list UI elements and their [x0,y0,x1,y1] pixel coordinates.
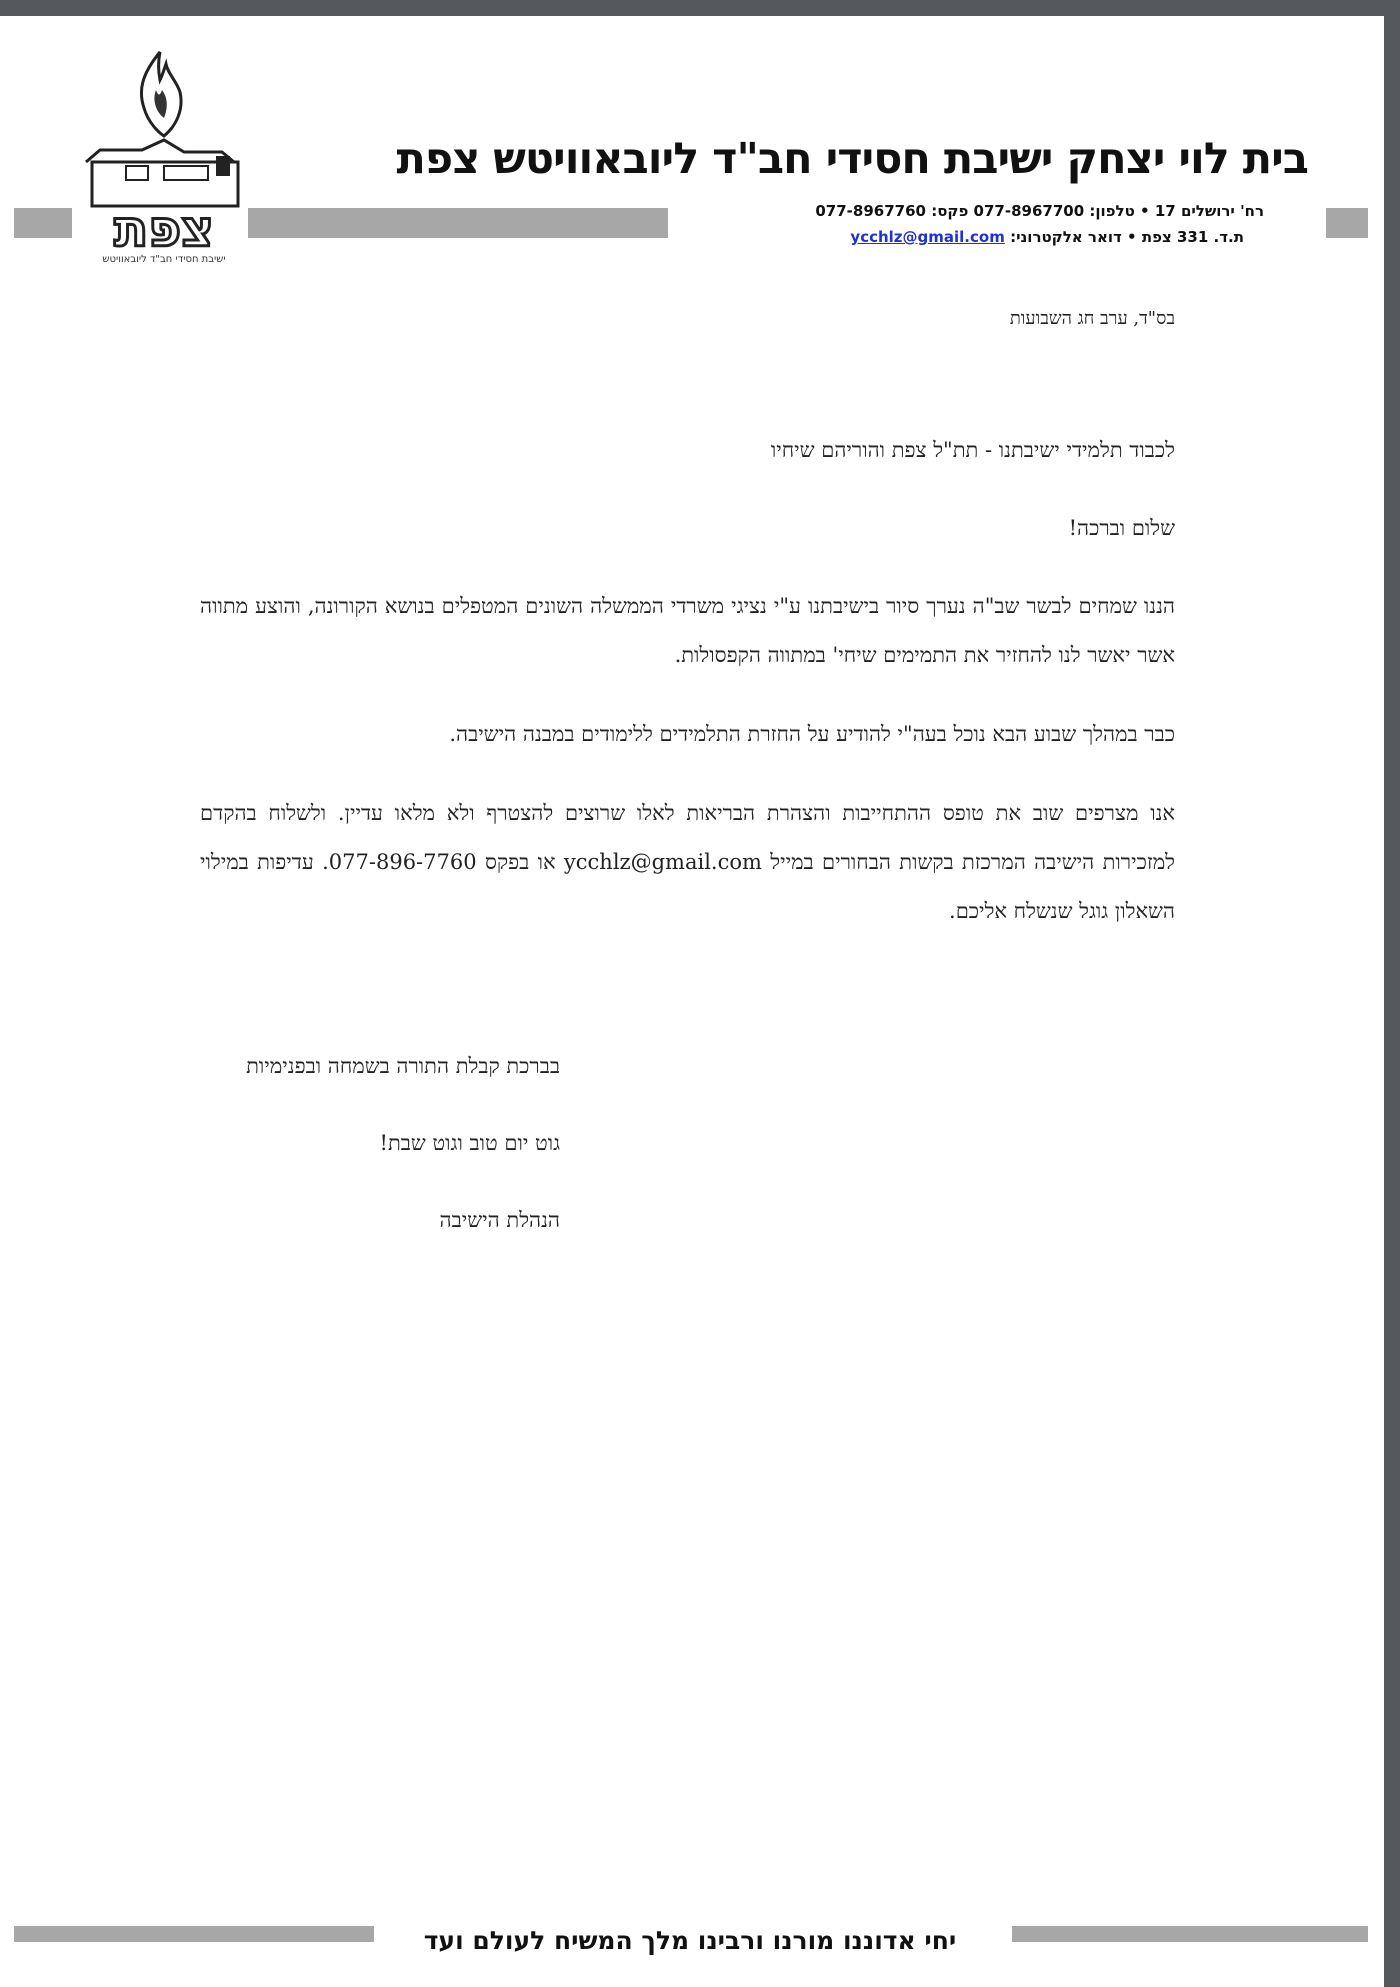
letter-paragraph-3 [200,789,1175,936]
yeshiva-logo [72,40,248,266]
letter-page [0,16,1384,1987]
flame-logo-icon [141,52,181,136]
letterhead-email-link[interactable]: ycchlz@gmail.com [850,228,1005,246]
letter-paragraph-2: כבר במהלך שבוע הבא נוכל בעה"י להודיע על החזרת התלמידים ללימודים במבנה הישיבה. [449,722,1175,746]
city-skyline-icon [86,140,238,206]
paragraph-3-part-a: אנו מצרפים שוב את טופס ההתחייבות והצהרת הבריאות לאלו שרוצים להצטרף ולא מלאו עדיין. ולשלוח בהקדם למזכירות הישיבה המרכזת בקשות הבחורים במייל [200,801,1175,874]
closing-holiday-greeting: גוט יום טוב וגוט שבת! [379,1131,560,1155]
header-rule-middle [248,208,668,238]
paragraph-3-fax: 077-896-7760 [328,850,477,874]
footer-rule-right [1012,1926,1368,1942]
letter-recipient: לכבוד תלמידי ישיבתנו - תת"ל צפת והוריהם שיחיו [770,438,1175,462]
footer-slogan: יחי אדוננו מורנו ורבינו מלך המשיח לעולם ועד [423,1926,957,1955]
letterhead-address: רח' ירושלים 17 • טלפון: 077-8967700 פקס: 077-8967760 [815,202,1264,220]
paragraph-3-part-b: או בפקס [484,850,556,874]
logo-city-text: צפת [114,200,214,258]
logo-caption: ישיבת חסידי חב"ד ליובאוויטש [102,254,226,265]
letterhead-contact-line [850,228,1244,246]
letter-salutation: שלום וברכה! [1068,516,1175,540]
paragraph-3-email: ycchlz@gmail.com [563,850,762,874]
letter-paragraph-1: הננו שמחים לבשר שב"ה נערך סיור בישיבתנו ע"י נציגי משרדי הממשלה השונים המטפלים בנושא הקורונה, והוצע מתווה אשר יאשר לנו להחזיר את התמימים שיחי' במתווה הקפסולות. [200,594,1175,667]
header-rule-left [14,208,72,238]
closing-blessing: בברכת קבלת התורה בשמחה ובפנימיות [246,1054,560,1078]
footer-rule-left [14,1926,374,1942]
paragraph-3-part-c: . עדיפות במילוי השאלון גוגל שנשלח אליכם. [200,850,1175,923]
closing-signature: הנהלת הישיבה [439,1208,560,1232]
letterhead-title: בית לוי יצחק ישיבת חסידי חב"ד ליובאוויטש צפת [396,134,1308,184]
letter-date: בס"ד, ערב חג השבועות [1009,308,1175,329]
header-rule-right [1326,208,1368,238]
letterhead-id-label: ת.ד. 331 צפת • דואר אלקטרוני: [1010,228,1244,246]
